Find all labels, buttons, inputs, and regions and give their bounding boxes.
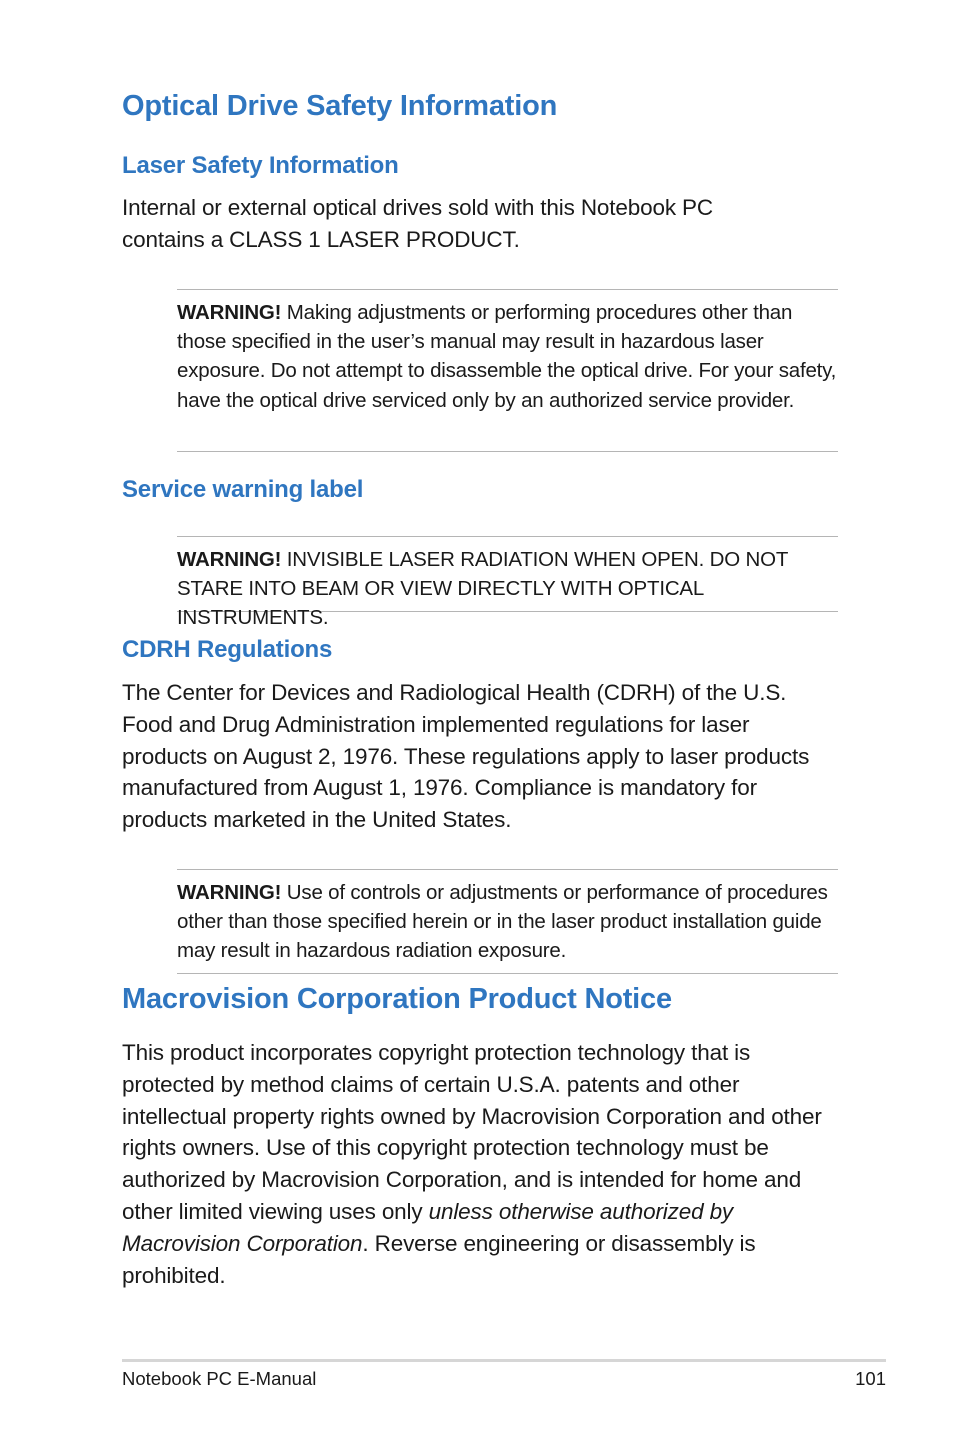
laser-warning-note [177,289,838,452]
footer-page-number: 101 [855,1368,886,1389]
footer-divider [122,1359,886,1362]
heading-cdrh: CDRH Regulations [122,636,333,663]
warning-label: WARNING! [177,548,282,571]
laser-safety-body: Internal or external optical drives sold with this Notebook PC contains a CLASS 1 LASER PRODUCT. [122,195,713,252]
warning-body: Use of controls or adjustments or performance of procedures other than those specified herein or in the laser product installation guide may result in hazardous radiation exposure. [177,881,828,963]
warning-label: WARNING! [177,301,282,324]
page-title: Optical Drive Safety Information [122,90,558,122]
service-warning-note [177,536,838,630]
heading-laser-safety: Laser Safety Information [122,152,399,179]
heading-service-warning: Service warning label [122,476,364,503]
heading-macrovision: Macrovision Corporation Product Notice [122,983,672,1015]
laser-warning-text [177,298,838,415]
macrovision-body-end: . Reverse engineering or disassembly is prohibited. [122,1230,756,1288]
macrovision-body-italic: unless otherwise authorized by Macrovision Corporation [122,1198,734,1256]
macrovision-body-start: This product incorporates copyright protection technology that is protected by method claims of certain U.S.A. patents and other intellectual property rights owned by Macrovision Corporation and other rights owners. Use of this copyright protection technology must be authorized by Macrovision Corporation, and is intended for home and other limited viewing uses only [122,1040,822,1224]
macrovision-body [122,1037,834,1291]
warning-body: Making adjustments or performing procedures other than those specified in the user’s manual may result in hazardous laser exposure. Do not attempt to disassemble the optical drive. For your safety, have the optical drive serviced only by an authorized service provider. [177,301,837,412]
cdrh-body: The Center for Devices and Radiological Health (CDRH) of the U.S. Food and Drug Administration implemented regulations for laser products on August 2, 1976. These regulations apply to laser products manufactured from August 1, 1976. Compliance is mandatory for products marketed in the United States. [122,680,810,833]
warning-label: WARNING! [177,881,282,904]
cdrh-warning-text [177,878,838,966]
cdrh-warning-note [177,869,838,974]
footer-manual-name: Notebook PC E-Manual [122,1368,317,1389]
service-warning-text [177,545,838,633]
warning-body: INVISIBLE LASER RADIATION WHEN OPEN. DO NOT STARE INTO BEAM OR VIEW DIRECTLY WITH OPTICAL INSTRUMENTS. [177,548,788,630]
